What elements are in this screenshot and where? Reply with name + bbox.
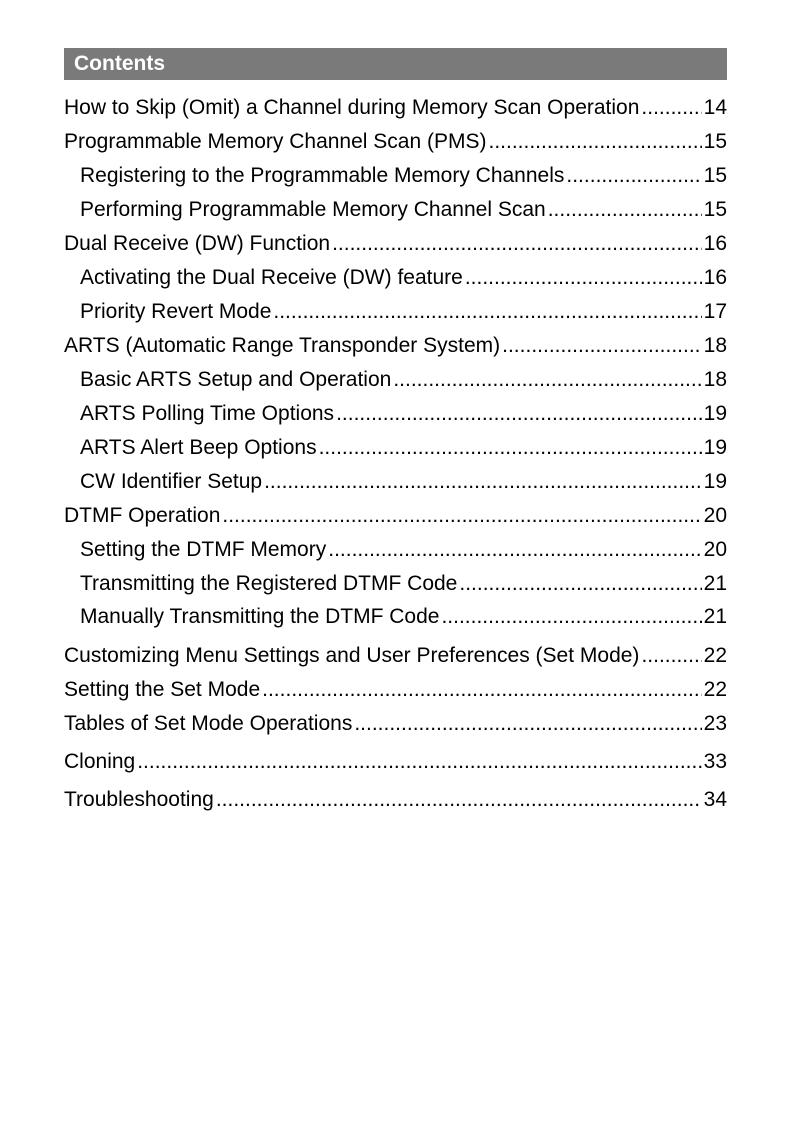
toc-page-number: 34	[703, 788, 727, 811]
toc-page-number: 18	[703, 334, 727, 357]
toc-leader-dots	[354, 710, 701, 738]
toc-entry-title: DTMF Operation	[64, 504, 221, 527]
toc-page-number: 18	[703, 368, 727, 391]
toc-entry-title: Tables of Set Mode Operations	[64, 712, 353, 735]
contents-heading: Contents	[74, 52, 165, 75]
toc-entry[interactable]	[64, 748, 727, 776]
toc-entry-title: Manually Transmitting the DTMF Code	[80, 605, 440, 628]
toc-entry[interactable]	[64, 128, 727, 156]
toc-page-number: 22	[703, 644, 727, 667]
toc-subentry[interactable]	[80, 468, 727, 496]
toc-leader-dots	[264, 468, 702, 496]
toc-entry-title: Registering to the Programmable Memory Channels	[80, 164, 565, 187]
toc-subentry[interactable]	[80, 536, 727, 564]
toc-subentry[interactable]	[80, 570, 727, 598]
toc-entry-title: CW Identifier Setup	[80, 470, 263, 493]
toc-entry-title: Setting the Set Mode	[64, 678, 261, 701]
toc-entry[interactable]	[64, 502, 727, 530]
toc-subentry[interactable]	[80, 366, 727, 394]
toc-leader-dots	[548, 196, 702, 224]
toc-page-number: 22	[703, 678, 727, 701]
toc-page-number: 21	[703, 605, 727, 628]
toc-entry-title: Activating the Dual Receive (DW) feature	[80, 266, 463, 289]
toc-page-number: 16	[703, 266, 727, 289]
toc-leader-dots	[216, 786, 702, 814]
toc-entry-title: ARTS Alert Beep Options	[80, 436, 317, 459]
toc-page-number: 23	[703, 712, 727, 735]
toc-subentry[interactable]	[80, 298, 727, 326]
toc-entry-title: Customizing Menu Settings and User Preferences (Set Mode)	[64, 644, 640, 667]
toc-entry-title: Troubleshooting	[64, 788, 214, 811]
toc-leader-dots	[328, 536, 701, 564]
contents-header-bar	[64, 48, 727, 80]
toc-entry[interactable]	[64, 676, 727, 704]
toc-leader-dots	[641, 94, 701, 122]
toc-leader-dots	[319, 434, 702, 462]
toc-entry[interactable]	[64, 332, 727, 360]
toc-page-number: 15	[703, 130, 727, 153]
toc-leader-dots	[262, 676, 702, 704]
toc-page-number: 16	[703, 232, 727, 255]
toc-subentry[interactable]	[80, 196, 727, 224]
toc-entry-title: Performing Programmable Memory Channel Scan	[80, 198, 546, 221]
toc-entry-title: How to Skip (Omit) a Channel during Memory Scan Operation	[64, 96, 640, 119]
toc-page-number: 14	[703, 96, 727, 119]
toc-entry[interactable]	[64, 642, 727, 670]
toc-page-number: 20	[703, 538, 727, 561]
toc-leader-dots	[137, 748, 701, 776]
toc-entry[interactable]	[64, 230, 727, 258]
toc-subentry[interactable]	[80, 400, 727, 428]
toc-leader-dots	[336, 400, 702, 428]
toc-entry-title: ARTS Polling Time Options	[80, 402, 335, 425]
toc-entry-title: Basic ARTS Setup and Operation	[80, 368, 392, 391]
toc-leader-dots	[566, 162, 701, 190]
toc-entry[interactable]	[64, 94, 727, 122]
toc-leader-dots	[393, 366, 701, 394]
toc-page-number: 21	[703, 572, 727, 595]
toc-leader-dots	[459, 570, 701, 598]
toc-page-number: 17	[703, 300, 727, 323]
toc-subentry[interactable]	[80, 264, 727, 292]
toc-leader-dots	[488, 128, 701, 156]
toc-entry[interactable]	[64, 786, 727, 814]
toc-page-number: 19	[703, 436, 727, 459]
toc-entry[interactable]	[64, 710, 727, 738]
toc-page-number: 15	[703, 198, 727, 221]
toc-entry-title: Setting the DTMF Memory	[80, 538, 327, 561]
toc-leader-dots	[465, 264, 702, 292]
toc-entry-title: Priority Revert Mode	[80, 300, 272, 323]
toc-page-number: 15	[703, 164, 727, 187]
toc-entry-title: Programmable Memory Channel Scan (PMS)	[64, 130, 487, 153]
toc-page-number: 20	[703, 504, 727, 527]
toc-page-number: 33	[703, 750, 727, 773]
toc-subentry[interactable]	[80, 162, 727, 190]
toc-entry-title: ARTS (Automatic Range Transponder System)	[64, 334, 501, 357]
toc-leader-dots	[641, 642, 701, 670]
toc-leader-dots	[332, 230, 702, 258]
toc-entry-title: Transmitting the Registered DTMF Code	[80, 572, 458, 595]
toc-leader-dots	[222, 502, 701, 530]
toc-leader-dots	[273, 298, 701, 326]
toc-page-number: 19	[703, 470, 727, 493]
toc-subentry[interactable]	[80, 434, 727, 462]
toc-entry-title: Cloning	[64, 750, 136, 773]
toc-leader-dots	[502, 332, 702, 360]
toc-subentry[interactable]	[80, 603, 727, 631]
toc-entry-title: Dual Receive (DW) Function	[64, 232, 331, 255]
toc-page-number: 19	[703, 402, 727, 425]
toc-leader-dots	[441, 603, 701, 631]
